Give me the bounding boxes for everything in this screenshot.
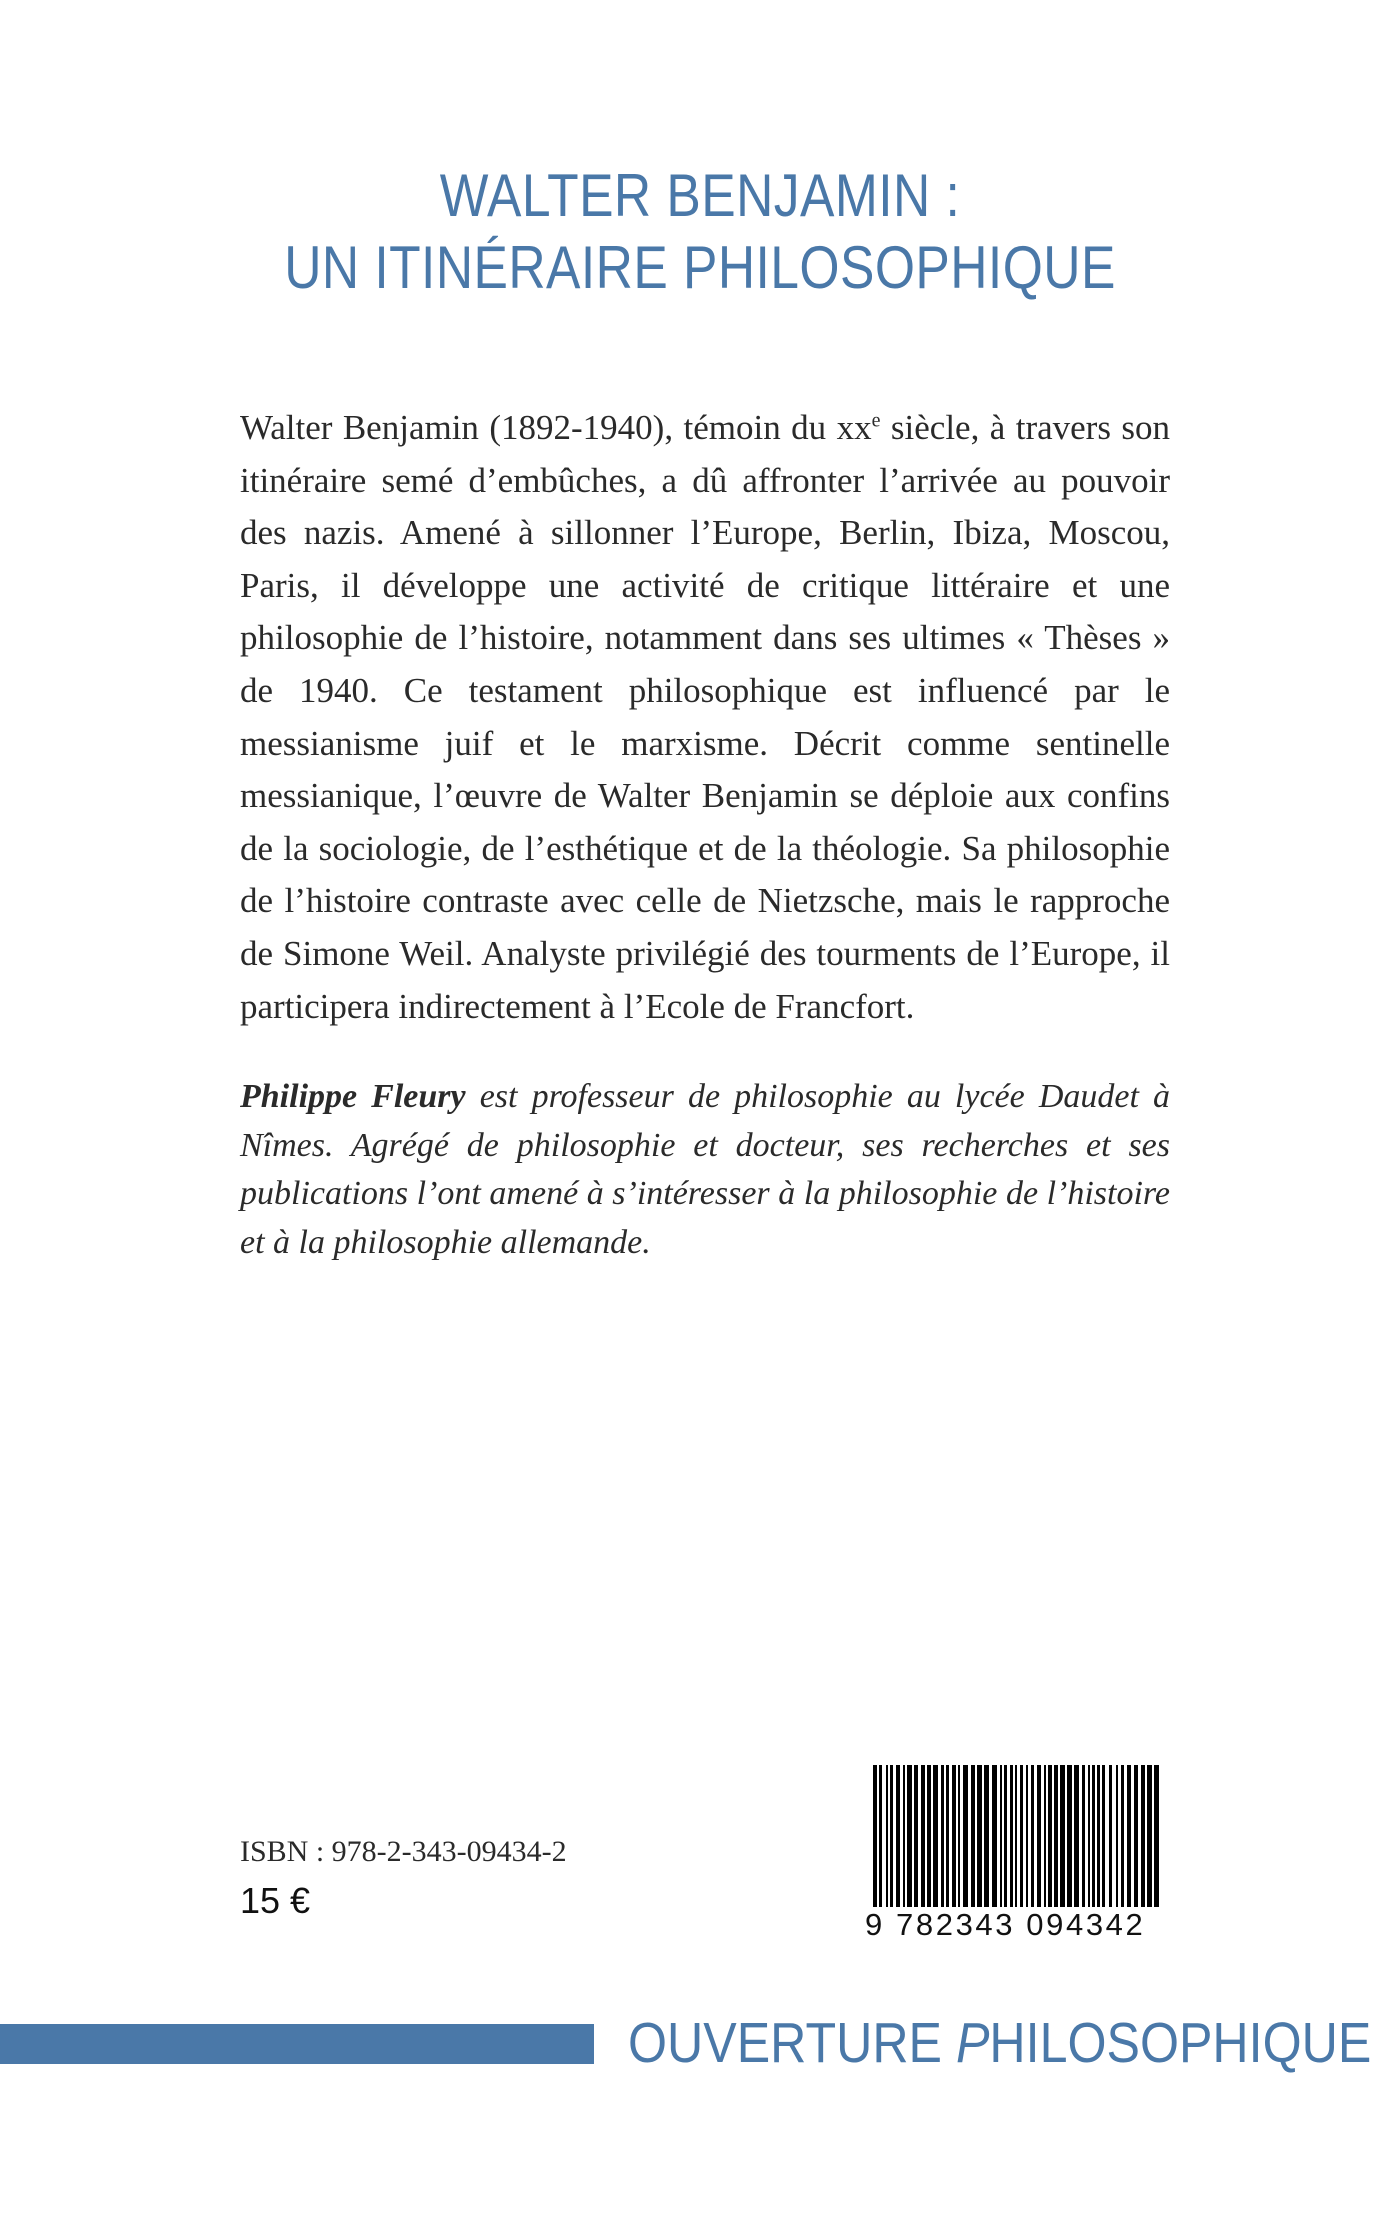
series-initial: P (955, 2011, 990, 2075)
barcode-bar (1020, 1765, 1023, 1915)
barcode-bar (963, 1765, 968, 1915)
barcode-bar (992, 1765, 997, 1915)
barcode-bar (1074, 1765, 1079, 1915)
isbn-label: ISBN : 978-2-343-09434-2 (240, 1835, 567, 1868)
author-bio-text: est professeur de philosophie au lycée Daudet à Nîmes. Agrégé de philosophie et docteur, ses recherches et ses publications l’ont amené à s’intéresser à la philosophie de l’histoire et à la philosophie allemande. (240, 1078, 1170, 1261)
barcode-bar (903, 1765, 905, 1915)
series-name (628, 2008, 1371, 2078)
barcode-bar (1102, 1765, 1105, 1915)
barcode-bar (1134, 1765, 1138, 1915)
series-word-2: HILOSOPHIQUE (989, 2011, 1372, 2075)
barcode-bar (1092, 1765, 1095, 1915)
barcode-bar (952, 1765, 956, 1915)
barcode-bar (1000, 1765, 1002, 1915)
barcode-bar (1026, 1765, 1028, 1915)
title-line-2: UN ITINÉRAIRE PHILOSOPHIQUE (284, 234, 1116, 301)
book-blurb (240, 402, 1170, 1033)
barcode-bar (886, 1765, 888, 1915)
barcode-bar (971, 1765, 975, 1915)
barcode-bar (1088, 1765, 1090, 1915)
barcode-bar (1082, 1765, 1085, 1915)
barcode-bar (933, 1765, 938, 1915)
blurb-text-rest: siècle, à travers son itinéraire semé d’embûches, a dû affronter l’arrivée au pouvoir des nazis. Amené à sillonner l’Europe, Berlin, Ibiza, Moscou, Paris, il développe une activité de critique littéraire et une philosophie de l’histoire, notamment dans ses ultimes « Thèses » de 1940. Ce testament philosophique est influencé par le messianisme juif et le marxisme. Décrit comme sentinelle messianique, l’œuvre de Walter Benjamin se déploie aux confins de la sociologie, de l’esthétique et de la théologie. Sa philosophie de l’histoire contraste avec celle de Nietzsche, mais le rapproche de Simone Weil. Analyste privilégié des tourments de l’Europe, il participera indirectement à l’Ecole de Francfort. (240, 408, 1170, 1026)
barcode-digits: 9 782343 094342 (865, 1907, 1170, 1943)
price-label: 15 € (240, 1880, 311, 1921)
barcode-bar (896, 1765, 900, 1915)
barcode-bar (879, 1765, 882, 1915)
title-line-1: WALTER BENJAMIN : (439, 162, 961, 229)
barcode-bar (1097, 1765, 1100, 1915)
barcode-bar (1054, 1765, 1058, 1915)
barcode-bar (984, 1765, 989, 1915)
barcode-bar (907, 1765, 912, 1915)
barcode-bar (1141, 1765, 1145, 1915)
author-name: Philippe Fleury (240, 1078, 466, 1115)
barcode-bar (946, 1765, 949, 1915)
barcode-bar (1037, 1765, 1041, 1915)
barcode-bar (1109, 1765, 1112, 1915)
barcode-bar (1004, 1765, 1007, 1915)
century-superscript: e (871, 409, 881, 432)
barcode-bar (1060, 1765, 1065, 1915)
barcode-bar (890, 1765, 893, 1915)
barcode-bar (1044, 1765, 1046, 1915)
barcode (865, 1765, 1170, 1947)
barcode-bar (977, 1765, 982, 1915)
author-bio (240, 1073, 1170, 1267)
barcode-bar (1121, 1765, 1124, 1915)
barcode-bar (1067, 1765, 1072, 1915)
barcode-bar (927, 1765, 931, 1915)
blurb-text-start: Walter Benjamin (1892-1940), témoin du xx (240, 408, 872, 447)
barcode-bars (865, 1765, 1170, 1915)
barcode-bar (914, 1765, 918, 1915)
barcode-bar (921, 1765, 925, 1915)
series-accent-bar (0, 2024, 594, 2064)
barcode-bar (1031, 1765, 1034, 1915)
barcode-bar (1147, 1765, 1152, 1915)
barcode-bar (1015, 1765, 1017, 1915)
barcode-bar (958, 1765, 960, 1915)
barcode-bar (1010, 1765, 1013, 1915)
barcode-bar (1048, 1765, 1052, 1915)
barcode-bar (873, 1765, 877, 1915)
barcode-bar (1154, 1765, 1159, 1915)
barcode-bar (1127, 1765, 1131, 1915)
series-word-1: OUVERTURE (628, 2011, 956, 2075)
barcode-bar (941, 1765, 944, 1915)
barcode-bar (1116, 1765, 1118, 1915)
book-title (98, 160, 1302, 304)
